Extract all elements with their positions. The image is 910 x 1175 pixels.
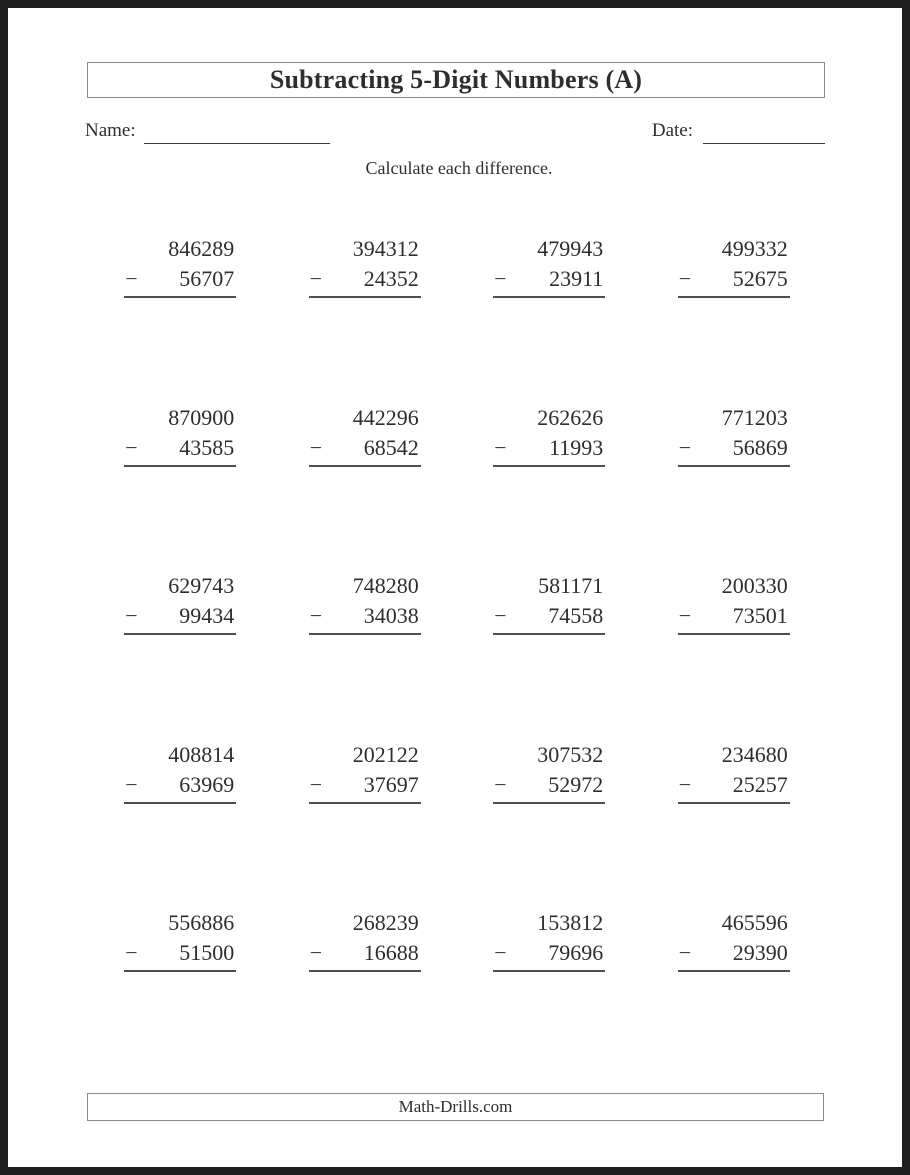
subtrahend: 34038 — [363, 603, 419, 628]
instruction-text: Calculate each difference. — [365, 158, 553, 178]
minus-operator: − — [678, 771, 692, 797]
subtraction-problem — [678, 234, 790, 403]
minus-operator: − — [125, 603, 138, 628]
minus-operator: − — [309, 603, 323, 628]
subtrahend-row — [493, 770, 605, 804]
date-label: Date: — [651, 120, 693, 141]
minuend: 771203 — [721, 404, 788, 430]
minuend: 153812 — [537, 910, 604, 935]
minus-operator: − — [678, 434, 692, 460]
subtrahend-row — [678, 433, 790, 467]
subtrahend: 99434 — [179, 603, 235, 628]
minus-operator: − — [125, 771, 138, 797]
minus-operator: − — [494, 266, 507, 291]
subtraction-problem — [124, 234, 236, 403]
minuend: 748280 — [352, 573, 419, 598]
subtrahend-row — [309, 938, 421, 972]
subtrahend: 11993 — [549, 434, 604, 460]
minuend: 465596 — [721, 910, 788, 935]
subtraction-problem — [309, 234, 421, 403]
minus-operator: − — [678, 940, 692, 965]
title-box — [87, 62, 825, 98]
minus-operator: − — [678, 603, 692, 628]
subtraction-problem — [678, 403, 790, 572]
subtraction-problem — [493, 234, 605, 403]
minus-operator: − — [309, 434, 323, 460]
minuend: 394312 — [352, 236, 419, 261]
subtrahend: 73501 — [732, 603, 788, 628]
subtrahend: 23911 — [549, 266, 604, 291]
minus-operator: − — [494, 771, 507, 797]
subtrahend: 74558 — [548, 603, 604, 628]
minus-operator: − — [125, 434, 138, 460]
subtraction-problem — [309, 571, 421, 740]
minus-operator: − — [125, 266, 138, 291]
subtraction-problem — [309, 908, 421, 1077]
subtrahend-row — [124, 770, 236, 804]
footer-site-label: Math-Drills.com — [398, 1097, 513, 1116]
problems-grid — [88, 234, 826, 1077]
minuend: 268239 — [352, 910, 419, 935]
subtrahend: 25257 — [732, 771, 788, 797]
minuend: 234680 — [721, 741, 788, 767]
subtrahend: 24352 — [363, 266, 419, 291]
minus-operator: − — [494, 603, 507, 628]
subtrahend: 52675 — [732, 266, 788, 291]
subtrahend: 37697 — [363, 771, 419, 797]
subtrahend-row — [124, 264, 236, 298]
subtrahend-row — [493, 264, 605, 298]
subtrahend-row — [678, 938, 790, 972]
subtrahend-row — [678, 264, 790, 298]
subtraction-problem — [124, 403, 236, 572]
subtrahend-row — [678, 601, 790, 635]
subtraction-problem — [309, 740, 421, 909]
subtrahend-row — [493, 601, 605, 635]
subtrahend-row — [124, 938, 236, 972]
minus-operator: − — [494, 434, 507, 460]
minuend: 479943 — [537, 236, 604, 261]
subtraction-problem — [124, 908, 236, 1077]
subtraction-problem — [309, 403, 421, 572]
subtrahend: 52972 — [548, 771, 604, 797]
minuend: 870900 — [168, 404, 235, 430]
name-label: Name: — [85, 120, 136, 141]
subtrahend-row — [493, 433, 605, 467]
minuend: 442296 — [352, 404, 419, 430]
minus-operator: − — [125, 940, 138, 965]
subtrahend: 56869 — [732, 434, 788, 460]
minus-operator: − — [309, 771, 323, 797]
minuend: 846289 — [168, 236, 235, 261]
minuend: 581171 — [538, 573, 604, 598]
subtrahend-row — [309, 264, 421, 298]
subtraction-problem — [124, 740, 236, 909]
subtraction-problem — [678, 571, 790, 740]
minus-operator: − — [309, 266, 323, 291]
minuend: 307532 — [537, 741, 604, 767]
subtrahend: 63969 — [179, 771, 235, 797]
subtrahend-row — [309, 433, 421, 467]
minus-operator: − — [309, 940, 323, 965]
minus-operator: − — [494, 940, 507, 965]
name-blank-line — [144, 119, 330, 144]
subtrahend: 56707 — [179, 266, 235, 291]
subtrahend-row — [309, 770, 421, 804]
minuend: 629743 — [168, 573, 235, 598]
footer-box — [87, 1093, 824, 1121]
subtraction-problem — [678, 908, 790, 1077]
minuend: 200330 — [721, 573, 788, 598]
minuend: 202122 — [352, 741, 419, 767]
subtrahend-row — [678, 770, 790, 804]
subtrahend: 68542 — [363, 434, 419, 460]
minuend: 262626 — [537, 404, 604, 430]
subtraction-problem — [493, 571, 605, 740]
minus-operator: − — [678, 266, 692, 291]
subtrahend: 16688 — [363, 940, 419, 965]
minuend: 408814 — [168, 741, 235, 767]
name-date-row — [85, 116, 825, 144]
subtraction-problem — [678, 740, 790, 909]
subtraction-problem — [124, 571, 236, 740]
subtrahend-row — [124, 433, 236, 467]
subtrahend-row — [124, 601, 236, 635]
subtraction-problem — [493, 740, 605, 909]
subtrahend-row — [493, 938, 605, 972]
minuend: 499332 — [721, 236, 788, 261]
date-blank-line — [703, 119, 825, 144]
subtrahend: 43585 — [179, 434, 235, 460]
page-title: Subtracting 5-Digit Numbers (A) — [269, 65, 643, 94]
subtrahend: 29390 — [732, 940, 788, 965]
subtraction-problem — [493, 908, 605, 1077]
subtraction-problem — [493, 403, 605, 572]
minuend: 556886 — [168, 910, 235, 935]
subtrahend-row — [309, 601, 421, 635]
subtrahend: 51500 — [179, 940, 235, 965]
subtrahend: 79696 — [548, 940, 604, 965]
